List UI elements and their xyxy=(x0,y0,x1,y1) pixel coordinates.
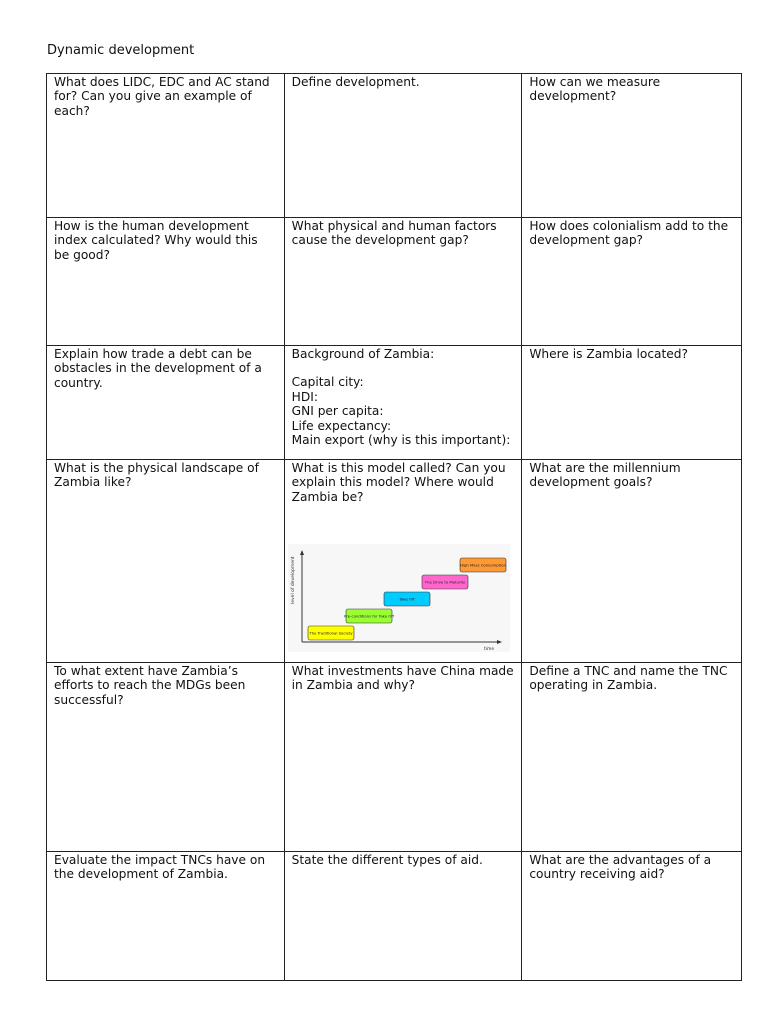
model-question: What is this model called? Can you explain this model? Where would Zambia be? xyxy=(291,461,506,504)
background-heading: Background of Zambia: xyxy=(291,347,435,361)
stage-label: High Mass Consumption xyxy=(459,562,506,568)
field-capital: Capital city: xyxy=(291,375,364,390)
table-row xyxy=(47,663,742,852)
question-cell: Define development. xyxy=(284,74,522,218)
question-cell: How does colonialism add to the development gap? xyxy=(522,218,742,346)
stage-label: The Drive to Maturity xyxy=(424,579,465,585)
field-gni: GNI per capita: xyxy=(291,404,384,419)
question-cell: Explain how trade a debt can be obstacles in the development of a country. xyxy=(47,346,285,460)
stage-label: The Traditional Society xyxy=(309,630,353,636)
table-row xyxy=(47,852,742,981)
x-axis-arrow xyxy=(497,640,502,644)
question-cell: State the different types of aid. xyxy=(284,852,522,981)
page-title: Dynamic development xyxy=(47,43,195,58)
question-cell: Evaluate the impact TNCs have on the development of Zambia. xyxy=(47,852,285,981)
question-cell: How is the human development index calculated? Why would this be good? xyxy=(47,218,285,346)
rostow-model-figure xyxy=(288,544,510,652)
stage-label: Take Off xyxy=(399,596,415,602)
question-cell: What is the physical landscape of Zambia like? xyxy=(47,460,285,663)
question-cell: What are the advantages of a country receiving aid? xyxy=(522,852,742,981)
table-row xyxy=(47,218,742,346)
question-cell: How can we measure development? xyxy=(522,74,742,218)
question-cell: Define a TNC and name the TNC operating in Zambia. xyxy=(522,663,742,852)
table-row xyxy=(47,346,742,460)
table-row xyxy=(47,460,742,663)
stage-layer xyxy=(308,558,507,640)
zambia-background-cell xyxy=(284,346,522,460)
y-axis-arrow xyxy=(300,550,304,555)
question-cell: What investments have China made in Zambia and why? xyxy=(284,663,522,852)
rostow-model-svg xyxy=(288,544,510,652)
table-row xyxy=(47,74,742,218)
x-axis-label: time xyxy=(483,647,494,653)
question-cell: What are the millennium development goals? xyxy=(522,460,742,663)
field-life-expectancy: Life expectancy: xyxy=(291,418,392,433)
question-cell: To what extent have Zambia’s efforts to reach the MDGs been successful? xyxy=(47,663,285,852)
question-cell: What does LIDC, EDC and AC stand for? Can you give an example of each? xyxy=(47,74,285,218)
stage-label: Pre-conditions for Take Off xyxy=(343,613,394,619)
field-hdi: HDI: xyxy=(291,389,318,404)
question-cell: What physical and human factors cause the development gap? xyxy=(284,218,522,346)
question-cell: Where is Zambia located? xyxy=(522,346,742,460)
field-main-export: Main export (why is this important): xyxy=(291,433,511,448)
worksheet-table xyxy=(46,73,742,981)
y-axis-label: level of development xyxy=(290,556,296,605)
model-cell xyxy=(284,460,522,663)
